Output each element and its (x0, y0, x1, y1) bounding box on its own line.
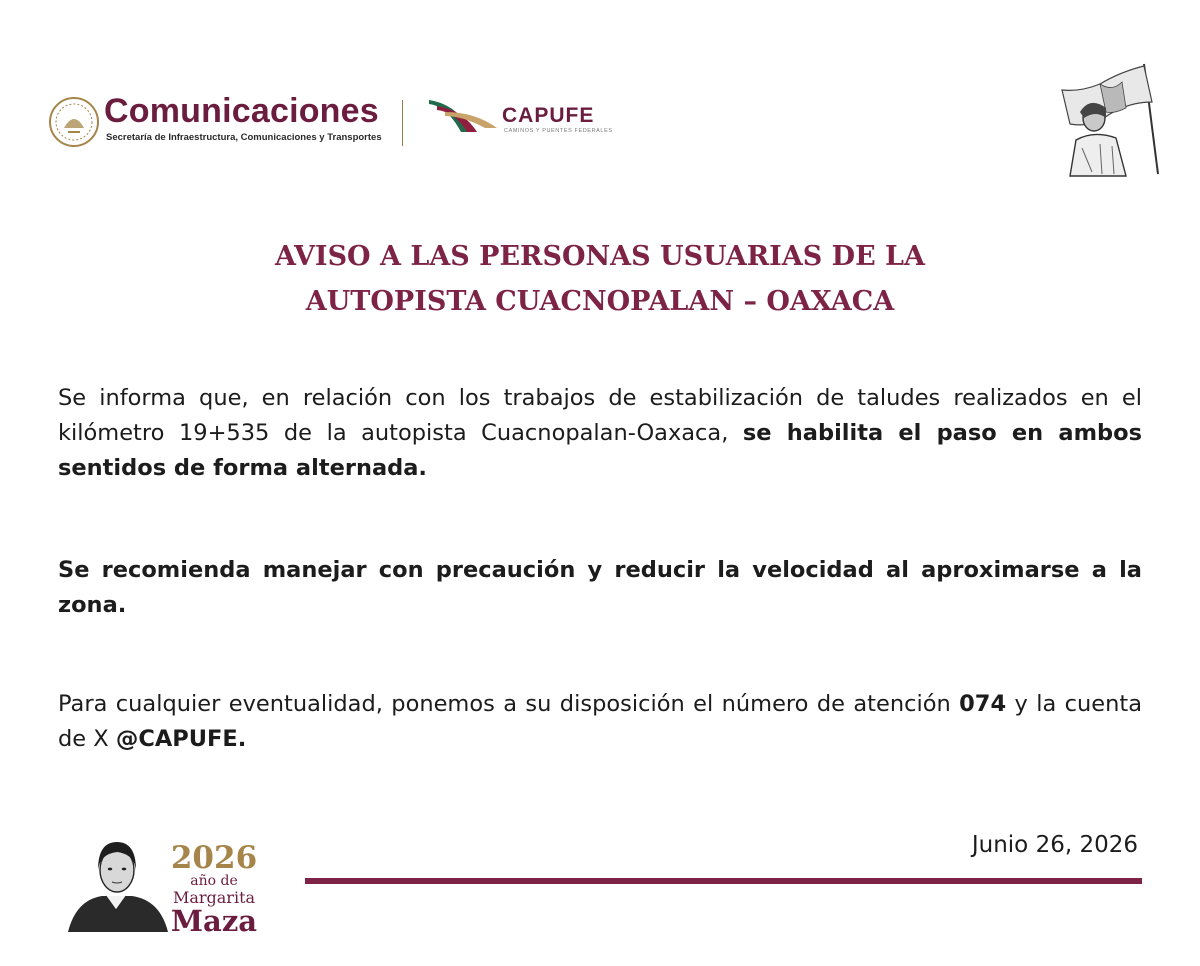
contact-text-1: Para cualquier eventualidad, ponemos a su disposición el número de atención (58, 691, 960, 717)
notice-title (100, 234, 1100, 324)
header (40, 88, 1170, 188)
maza-name-last: Maza (170, 904, 258, 938)
contact-handle: @CAPUFE. (115, 726, 247, 752)
paragraph-info (58, 381, 1142, 486)
coat-of-arms-icon (48, 96, 100, 148)
maza-year-label (168, 842, 260, 936)
heroine-flag-icon (1040, 62, 1170, 178)
footer-rule (305, 878, 1142, 884)
title-line-1: AVISO A LAS PERSONAS USUARIAS DE LA (275, 241, 925, 272)
maza-ano-de: año de (190, 873, 238, 889)
title-line-2: AUTOPISTA CUACNOPALAN – OAXACA (305, 286, 895, 317)
contact-text-2: y la cuenta de X (58, 691, 1143, 752)
capufe-title: CAPUFE (502, 104, 595, 127)
paragraph-recommendation: Se recomienda manejar con precaución y reducir la velocidad al aproximarse a la zona. (58, 557, 1142, 618)
paragraph-info-text: Se informa que, en relación con los trabajos de estabilización de taludes realizados en el kilómetro 19+535 de la autopista Cuacnopalan-Oaxaca, (58, 385, 1142, 446)
maza-year: 2026 (170, 840, 258, 876)
maza-name-first: Margarita (172, 888, 256, 907)
notice-date: Junio 26, 2026 (971, 832, 1138, 858)
capufe-logo-icon (427, 98, 499, 136)
paragraph-contact (58, 687, 1142, 757)
brand-subtitle: Secretaría de Infraestructura, Comunicaciones y Transportes (106, 132, 382, 143)
capufe-subtitle: CAMINOS Y PUENTES FEDERALES (504, 128, 613, 134)
paragraph-info-bold: se habilita el paso en ambos sentidos de forma alternada. (58, 420, 1142, 481)
margarita-maza-portrait-icon (62, 836, 172, 932)
brand-divider (402, 100, 403, 146)
brand-title: Comunicaciones (104, 92, 379, 130)
contact-phone: 074 (959, 691, 1007, 717)
